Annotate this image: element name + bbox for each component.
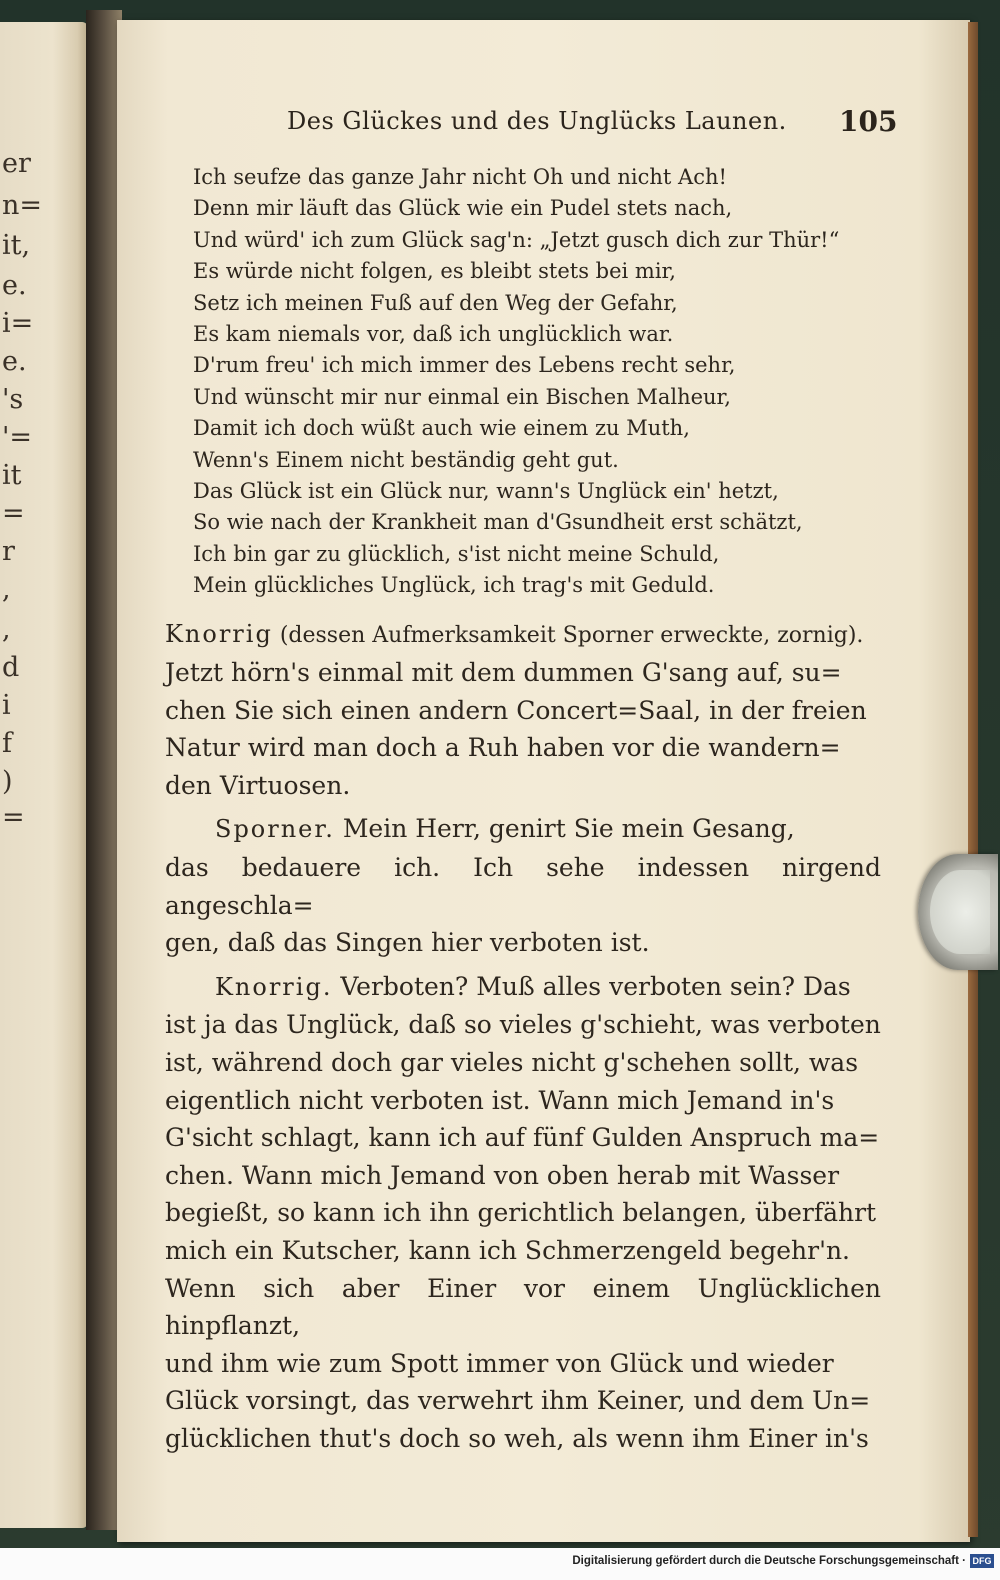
stage-direction: (dessen Aufmerksamkeit Sporner erweckte, zornig). bbox=[279, 623, 864, 648]
verse-line: Denn mir läuft das Glück wie ein Pudel stets nach, bbox=[193, 196, 733, 221]
left-page-fragment: = bbox=[2, 802, 25, 833]
speech-line: Wenn sich aber Einer vor einem Unglücklichen hinpflanzt, bbox=[165, 1273, 881, 1341]
left-page-fragment: f bbox=[2, 728, 12, 759]
verse-line: Damit ich doch wüßt auch wie einem zu Muth, bbox=[193, 416, 690, 441]
speech-line: ist ja das Unglück, daß so vieles g'schieht, was verboten bbox=[165, 1010, 881, 1040]
speech-line: und ihm wie zum Spott immer von Glück und wieder bbox=[165, 1348, 834, 1378]
verse-line: Das Glück ist ein Glück nur, wann's Unglück ein' hetzt, bbox=[193, 478, 779, 503]
speech-line: G'sicht schlagt, kann ich auf fünf Gulden Anspruch ma= bbox=[165, 1123, 880, 1153]
speech-line: glücklichen thut's doch so weh, als wenn ihm Einer in's bbox=[165, 1423, 869, 1453]
speech-line: Natur wird man doch a Ruh haben vor die wandern= bbox=[165, 733, 841, 763]
left-page-fragment: e. bbox=[2, 270, 27, 301]
speech-line: begießt, so kann ich ihn gerichtlich belangen, überfährt bbox=[165, 1198, 877, 1228]
verse-line: So wie nach der Krankheit man d'Gsundheit erst schätzt, bbox=[193, 510, 803, 535]
page-number: 105 bbox=[839, 105, 898, 138]
speech-paragraph bbox=[165, 654, 881, 804]
footer-credit: Digitalisierung gefördert durch die Deutsche Forschungsgemeinschaft · bbox=[572, 1555, 966, 1567]
speech-line: Jetzt hörn's einmal mit dem dummen G'sang auf, su= bbox=[165, 658, 842, 687]
dialogue-body bbox=[165, 614, 881, 1457]
left-page-fragment: it bbox=[2, 460, 22, 491]
verse-line: Ich bin gar zu glücklich, s'ist nicht meine Schuld, bbox=[193, 541, 720, 566]
speech-line: mich ein Kutscher, kann ich Schmerzengeld begehr'n. bbox=[165, 1235, 850, 1265]
verse-line: Ich seufze das ganze Jahr nicht Oh und nicht Ach! bbox=[193, 165, 727, 189]
left-page-fragment: , bbox=[2, 574, 11, 605]
speech-paragraph bbox=[165, 810, 881, 961]
page-header bbox=[117, 107, 970, 147]
left-page-fragment: i= bbox=[2, 308, 34, 339]
left-page-fragment: r bbox=[2, 536, 15, 567]
speech-line: den Virtuosen. bbox=[165, 770, 351, 800]
left-page-fragment: ) bbox=[2, 766, 13, 797]
book-page bbox=[117, 20, 970, 1542]
left-page-edge bbox=[0, 22, 88, 1528]
speaker-name: Knorrig bbox=[165, 620, 273, 648]
speaker-name: Sporner. bbox=[215, 815, 335, 844]
speech-line-first bbox=[165, 968, 881, 1007]
speech-line: eigentlich nicht verboten ist. Wann mich Jemand in's bbox=[165, 1085, 835, 1115]
speech-line: ist, während doch gar vieles nicht g'schehen sollt, was bbox=[165, 1047, 859, 1077]
page-clip bbox=[918, 854, 998, 970]
speaker-name: Knorrig. bbox=[215, 972, 333, 1001]
speech-line-first bbox=[165, 810, 881, 849]
left-page-fragment: = bbox=[2, 498, 25, 529]
speech-line: chen. Wann mich Jemand von oben herab mit Wasser bbox=[165, 1160, 840, 1190]
left-page-fragment: '= bbox=[2, 422, 33, 453]
verse-line: Mein glückliches Unglück, ich trag's mit Geduld. bbox=[193, 573, 715, 598]
song-verse bbox=[193, 162, 883, 601]
digitization-footer bbox=[0, 1548, 1000, 1580]
speech-line: Glück vorsingt, das verwehrt ihm Keiner, und dem Un= bbox=[165, 1386, 871, 1416]
running-title: Des Glückes und des Unglücks Launen. bbox=[287, 107, 787, 135]
speech-line: das bedauere ich. Ich sehe indessen nirgend angeschla= bbox=[165, 852, 881, 920]
left-page-fragment: d bbox=[2, 652, 20, 683]
left-page-fragment: , bbox=[2, 614, 11, 645]
verse-line: D'rum freu' ich mich immer des Lebens recht sehr, bbox=[193, 353, 736, 378]
speech-line: chen Sie sich einen andern Concert=Saal, in der freien bbox=[165, 695, 867, 725]
verse-line: Setz ich meinen Fuß auf den Weg der Gefahr, bbox=[193, 290, 678, 315]
speech-paragraph bbox=[165, 968, 881, 1458]
verse-line: Und würd' ich zum Glück sag'n: „Jetzt gusch dich zur Thür!“ bbox=[193, 227, 840, 252]
stage-direction-line bbox=[165, 614, 881, 654]
left-page-fragment: it, bbox=[2, 230, 31, 261]
verse-line: Wenn's Einem nicht beständig geht gut. bbox=[193, 447, 619, 472]
book-cover-edge bbox=[968, 22, 978, 1537]
speech-line-text: Verboten? Muß alles verboten sein? Das bbox=[340, 971, 851, 1001]
left-page-fragment: i bbox=[2, 690, 11, 721]
speech-line: gen, daß das Singen hier verboten ist. bbox=[165, 928, 650, 958]
verse-line: Und wünscht mir nur einmal ein Bischen Malheur, bbox=[193, 384, 731, 409]
left-page-fragment: n= bbox=[2, 190, 43, 221]
left-page-fragment: e. bbox=[2, 346, 27, 377]
verse-line: Es kam niemals vor, daß ich unglücklich war. bbox=[193, 321, 674, 346]
dfg-logo-icon: DFG bbox=[970, 1554, 994, 1568]
left-page-fragment: 's bbox=[2, 384, 24, 415]
page-clip-highlight bbox=[930, 870, 990, 954]
verse-line: Es würde nicht folgen, es bleibt stets bei mir, bbox=[193, 259, 676, 284]
speech-line-text: Mein Herr, genirt Sie mein Gesang, bbox=[342, 814, 795, 844]
left-page-fragment: er bbox=[2, 148, 31, 179]
